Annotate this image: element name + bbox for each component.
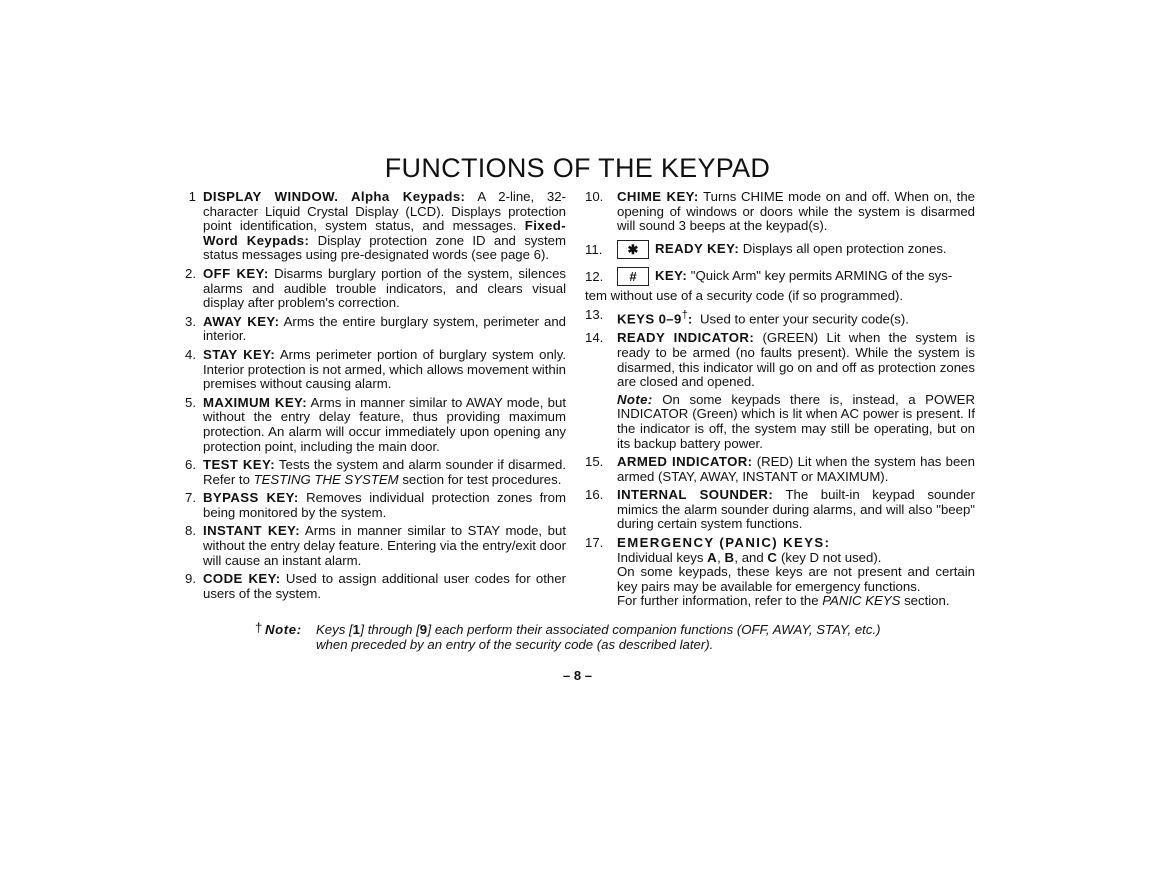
- panic-text: section.: [900, 593, 950, 609]
- footnote-label: Note:: [265, 622, 302, 637]
- item-heading: READY KEY:: [655, 240, 740, 256]
- panic-text: , and: [734, 549, 768, 565]
- item-italic: TESTING THE SYSTEM: [253, 471, 399, 487]
- key-c: C: [767, 549, 778, 565]
- list-item-maximum-key: [178, 396, 566, 454]
- item-heading: MAXIMUM KEY:: [203, 394, 308, 410]
- footnote-text: ] each perform their associated companion functions (OFF, AWAY, STAY, etc.): [427, 622, 881, 637]
- list-item-number-keys: [585, 308, 975, 327]
- footnote-text-line-1: [316, 622, 935, 637]
- item-number: 2.: [185, 265, 196, 281]
- item-text: Disarms burglary portion of the system, silences alarms and audible trouble indicators, and clears visual display after problem's correction.: [203, 265, 566, 311]
- item-number: 8.: [185, 523, 196, 539]
- item-heading: EMERGENCY (PANIC) KEYS:: [617, 535, 831, 551]
- panic-line-1: [617, 551, 975, 566]
- item-text-2: Display protection zone ID and system status messages using pre-designated words (see page 6).: [203, 232, 566, 263]
- item-heading: BYPASS KEY:: [203, 490, 299, 506]
- item-heading: INTERNAL SOUNDER:: [617, 487, 774, 503]
- item-text: The built-in keypad sounder mimics the alarm sounder during alarms, and will also "beep" during certain system functions.: [617, 487, 976, 532]
- item-text-continued: tem without use of a security code (if so programmed).: [585, 287, 904, 303]
- item-text: Turns CHIME mode on and off. When on, the opening of windows or doors while the system is disarmed will sound 3 beeps at the keypad(s).: [617, 189, 975, 234]
- item-text: Removes individual protection zones from being monitored by the system.: [203, 490, 567, 520]
- item-heading: STAY KEY:: [203, 346, 276, 362]
- item-text-2: section for test procedures.: [398, 471, 562, 487]
- note-text: On some keypads there is, instead, a POWER INDICATOR (Green) which is lit when AC power is present. If the indicator is off, the system may still be operating, but on its backup battery power.: [617, 391, 975, 451]
- item-number: 5.: [185, 394, 196, 410]
- note-label: Note:: [617, 391, 653, 407]
- footnote: [255, 622, 935, 652]
- item-text: Arms the entire burglary system, perimeter and interior.: [203, 313, 566, 344]
- item-heading: OFF KEY:: [203, 265, 269, 281]
- key-9: 9: [419, 622, 428, 637]
- list-item-ready-key: [585, 240, 975, 259]
- item-note: [617, 393, 975, 451]
- list-item-panic-keys: [585, 536, 975, 609]
- item-text: Used to enter your security code(s).: [692, 311, 909, 327]
- list-item-away-key: [178, 315, 566, 344]
- list-item-hash-key: [585, 267, 975, 304]
- item-number: 16.: [585, 487, 604, 503]
- list-item-ready-indicator: [585, 331, 975, 451]
- list-item-armed-indicator: [585, 455, 975, 484]
- item-number: 14.: [585, 330, 604, 346]
- dagger-mark: †: [681, 309, 688, 322]
- item-heading: KEYS 0–9: [617, 311, 682, 327]
- list-item-code-key: [178, 572, 566, 601]
- item-number: 12.: [585, 268, 604, 284]
- page-title: FUNCTIONS OF THE KEYPAD: [384, 153, 771, 183]
- item-number: 17.: [585, 535, 604, 551]
- item-number: 1: [188, 189, 196, 204]
- item-colon: :: [687, 311, 693, 327]
- item-heading: CODE KEY:: [203, 571, 281, 587]
- list-item-stay-key: [178, 348, 566, 392]
- panic-text: Individual keys: [617, 549, 708, 565]
- footnote-text: through [: [367, 622, 420, 637]
- item-heading: INSTANT KEY:: [203, 523, 301, 539]
- list-item-bypass-key: [178, 491, 566, 520]
- item-text: Tests the system and alarm sounder if disarmed. Refer to: [203, 457, 567, 487]
- right-column: [585, 190, 975, 613]
- dagger-mark: †: [255, 620, 263, 635]
- item-number: 7.: [185, 490, 196, 506]
- item-text: Arms perimeter portion of burglary system only. Interior protection is not armed, which allows movement within premises without causing alarm.: [203, 346, 566, 392]
- item-number: 13.: [585, 307, 604, 323]
- footnote-text-line-2: when preceded by an entry of the security code (as described later).: [316, 637, 714, 652]
- key-a: A: [707, 549, 718, 565]
- item-heading: READY INDICATOR:: [617, 330, 755, 346]
- list-item-instant-key: [178, 524, 566, 568]
- panic-text: For further information, refer to the: [617, 593, 823, 609]
- item-number: 9.: [185, 571, 196, 587]
- list-item-internal-sounder: [585, 488, 975, 532]
- list-item-test-key: [178, 458, 566, 487]
- item-heading: KEY:: [655, 267, 688, 283]
- item-text: Used to assign additional user codes for other users of the system.: [203, 571, 566, 601]
- key-1: 1: [352, 622, 361, 637]
- item-number: 4.: [185, 346, 196, 362]
- item-number: 15.: [585, 454, 604, 470]
- star-key-icon: ✱: [617, 240, 649, 259]
- item-text: A 2-line, 32-character Liquid Crystal Display (LCD). Displays protection point identification, system status, and messages.: [203, 189, 566, 234]
- panic-text: (key D not used).: [777, 549, 882, 565]
- item-heading: TEST KEY:: [203, 457, 275, 473]
- item-heading-2: Fixed-Word Keypads:: [203, 218, 566, 248]
- panic-line-2: On some keypads, these keys are not present and certain key pairs may be available for emergency functions.: [617, 564, 975, 594]
- panic-keys-ref: PANIC KEYS: [822, 593, 901, 609]
- list-item-off-key: [178, 267, 566, 311]
- key-b: B: [724, 549, 735, 565]
- item-text: Displays all open protection zones.: [739, 240, 947, 256]
- page-number: – 8 –: [563, 668, 592, 683]
- item-number: 11.: [585, 241, 603, 257]
- hash-key-icon: #: [617, 267, 649, 286]
- item-heading: AWAY KEY:: [203, 313, 280, 329]
- footnote-text: ]: [360, 622, 368, 637]
- item-number: 10.: [585, 189, 604, 204]
- left-column: [178, 190, 566, 605]
- item-heading: DISPLAY WINDOW. Alpha Keypads:: [203, 189, 466, 204]
- list-item-chime-key: [585, 190, 975, 234]
- item-text: Arms in manner similar to AWAY mode, but without the entry delay feature, thus providing maximum protection. An alarm will occur immediately upon opening any protection point, including the main door.: [203, 394, 566, 454]
- item-number: 3.: [185, 313, 196, 329]
- item-heading: CHIME KEY:: [617, 189, 699, 204]
- panic-line-3: [617, 594, 975, 609]
- panic-text: ,: [717, 549, 725, 565]
- list-item-display-window: [178, 190, 566, 263]
- item-heading: ARMED INDICATOR:: [617, 454, 753, 470]
- item-text: Arms in manner similar to STAY mode, but without the entry delay feature. Entering via the entry/exit door will cause an instant alarm.: [203, 523, 567, 568]
- item-number: 6.: [185, 457, 196, 473]
- footnote-text: Keys [: [316, 622, 353, 637]
- item-text: "Quick Arm" key permits ARMING of the sys-: [687, 267, 953, 283]
- item-text: (GREEN) Lit when the system is ready to be armed (no faults present). While the system is disarmed, this indicator will go on and off as protection zones are closed and opened.: [617, 330, 976, 390]
- item-text: (RED) Lit when the system has been armed (STAY, AWAY, INSTANT or MAXIMUM).: [617, 454, 975, 484]
